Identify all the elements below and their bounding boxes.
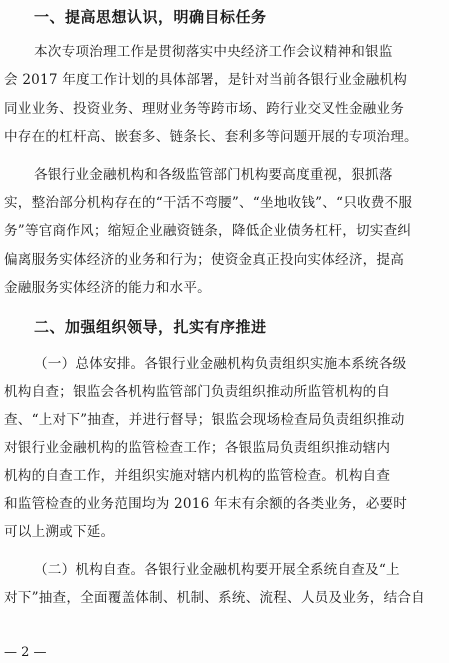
- section-2-paragraph-1-line-2: 机构自查；银监会各机构监管部门负责组织推动所监管机构的自: [4, 384, 391, 400]
- section-1-paragraph-2-line-3: 务”等官商作风；缩短企业融资链条，降低企业债务杠杆，切实查纠: [4, 223, 412, 239]
- section-1-paragraph-2-line-4: 偏离服务实体经济的业务和行为；使资金真正投向实体经济，提高: [4, 252, 405, 268]
- section-1-heading: 一、提高思想认识，明确目标任务: [34, 8, 267, 26]
- section-1-paragraph-2-line-1: 各银行业金融机构和各级监管部门机构要高度重视，狠抓落: [34, 167, 393, 183]
- section-2-paragraph-1-line-6: 和监管检查的业务范围均为 2016 年末有余额的各类业务，必要时: [4, 496, 408, 512]
- section-2-paragraph-1-line-7: 可以上溯或下延。: [4, 524, 115, 540]
- section-2-paragraph-1-line-4: 对银行业金融机构的监管检查工作；各银监局负责组织推动辖内: [4, 440, 391, 456]
- section-2-paragraph-1-line-1: （一）总体安排。各银行业金融机构负责组织实施本系统各级: [34, 356, 407, 372]
- section-1-paragraph-2-line-2: 实，整治部分机构存在的“干活不弯腰”、“坐地收钱”、“只收费不服: [4, 195, 413, 211]
- section-2-heading: 二、加强组织领导，扎实有序推进: [34, 318, 267, 336]
- section-2-paragraph-2-line-2: 对下”抽查，全面覆盖体制、机制、系统、流程、人员及业务，结合自: [4, 590, 425, 606]
- page-number: — 2 —: [4, 645, 47, 660]
- section-1-paragraph-1-line-3: 同业业务、投资业务、理财业务等跨市场、跨行业交叉性金融业务: [4, 101, 405, 117]
- section-1-paragraph-2-line-5: 金融服务实体经济的能力和水平。: [4, 280, 211, 296]
- section-1-paragraph-1-line-2: 会 2017 年度工作计划的具体部署，是针对当前各银行业金融机构: [4, 72, 408, 88]
- section-1-paragraph-1-line-1: 本次专项治理工作是贯彻落实中央经济工作会议精神和银监: [34, 44, 393, 60]
- section-2-paragraph-2-line-1: （二）机构自查。各银行业金融机构要开展全系统自查及“上: [34, 562, 400, 578]
- section-1-paragraph-1-line-4: 中存在的杠杆高、嵌套多、链条长、套利多等问题开展的专项治理。: [4, 129, 418, 145]
- section-2-paragraph-1-line-5: 机构的自查工作，并组织实施对辖内机构的监管检查。机构自查: [4, 468, 391, 484]
- section-2-paragraph-1-line-3: 查、“上对下”抽查，并进行督导；银监会现场检查局负责组织推动: [4, 412, 405, 428]
